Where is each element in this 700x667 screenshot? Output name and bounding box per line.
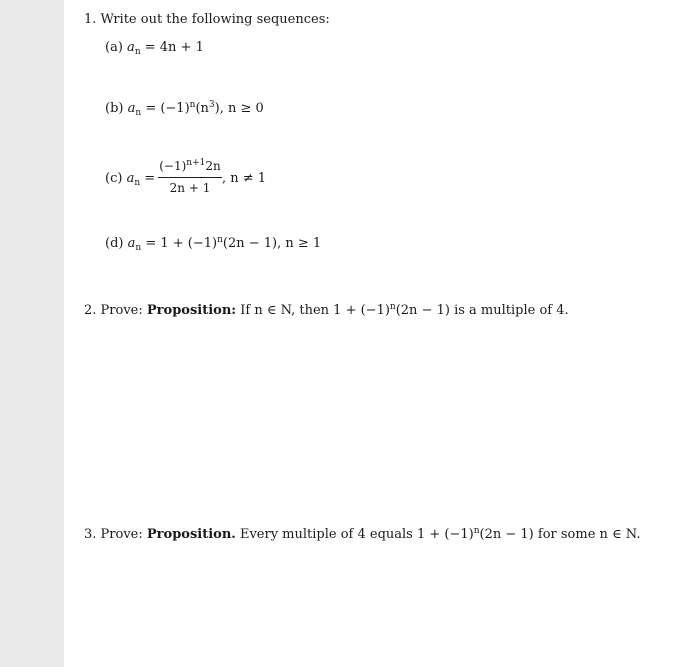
part-b-sup1: n [189,100,196,110]
part-c-lhs: a [126,171,135,186]
part-d-rhs-pre: = 1 + (−1) [145,236,218,251]
q3-statement [84,528,640,541]
part-b-rhs-pre: = (−1) [145,101,190,116]
part-c-sub: n [134,178,141,188]
part-c-label: (c) [105,171,123,186]
part-a-label: (a) [105,40,123,55]
part-d-lhs: a [127,236,136,251]
q1-part-d [105,235,322,253]
q2-number: 2. [84,303,97,318]
part-b-mid: (n [195,101,209,116]
part-b-sub: n [135,108,142,118]
part-b-rhs-post: ), n ≥ 0 [214,101,264,116]
q3-text-post: (2n − 1) for some n ∈ N. [479,527,641,542]
q1-prompt: Write out the following sequences: [100,12,330,27]
q2-heading: Proposition: [146,303,237,318]
part-d-label: (d) [105,236,124,251]
q3-heading: Proposition. [146,527,236,542]
q2-prove: Prove: [100,303,143,318]
part-c-fraction-bar [158,177,222,178]
q2-text-post: (2n − 1) is a multiple of 4. [395,303,569,318]
q1-part-b [105,100,264,118]
q1-number: 1. [84,12,97,27]
q3-sup: n [473,526,480,536]
part-d-sup: n [217,235,223,245]
q1-part-a [105,40,204,57]
part-c-condition: , n ≠ 1 [222,171,267,186]
part-d-sub: n [135,243,142,253]
part-c-denominator: 2n + 1 [169,181,211,195]
part-d-rhs-post: (2n − 1), n ≥ 1 [222,236,322,251]
q2-sup: n [389,302,396,312]
q3-prove: Prove: [100,527,143,542]
part-a-rhs: = 4n + 1 [144,40,204,55]
q3-text-pre: Every multiple of 4 equals 1 + (−1) [239,527,474,542]
part-a-sub: n [134,47,141,57]
q2-text-pre: If n ∈ N, then 1 + (−1) [240,303,390,318]
q3-number: 3. [84,527,97,542]
part-b-lhs: a [127,101,136,116]
part-c-numerator: $(-1)^{n+1}2n$ [159,158,221,173]
part-b-sup2: 3 [208,100,215,110]
part-b-label: (b) [105,101,124,116]
part-c-eq: = [144,171,156,186]
q1-heading [84,13,330,26]
q2-statement [84,304,569,317]
q1-part-c-label [105,171,156,188]
part-a-lhs: a [127,40,135,55]
